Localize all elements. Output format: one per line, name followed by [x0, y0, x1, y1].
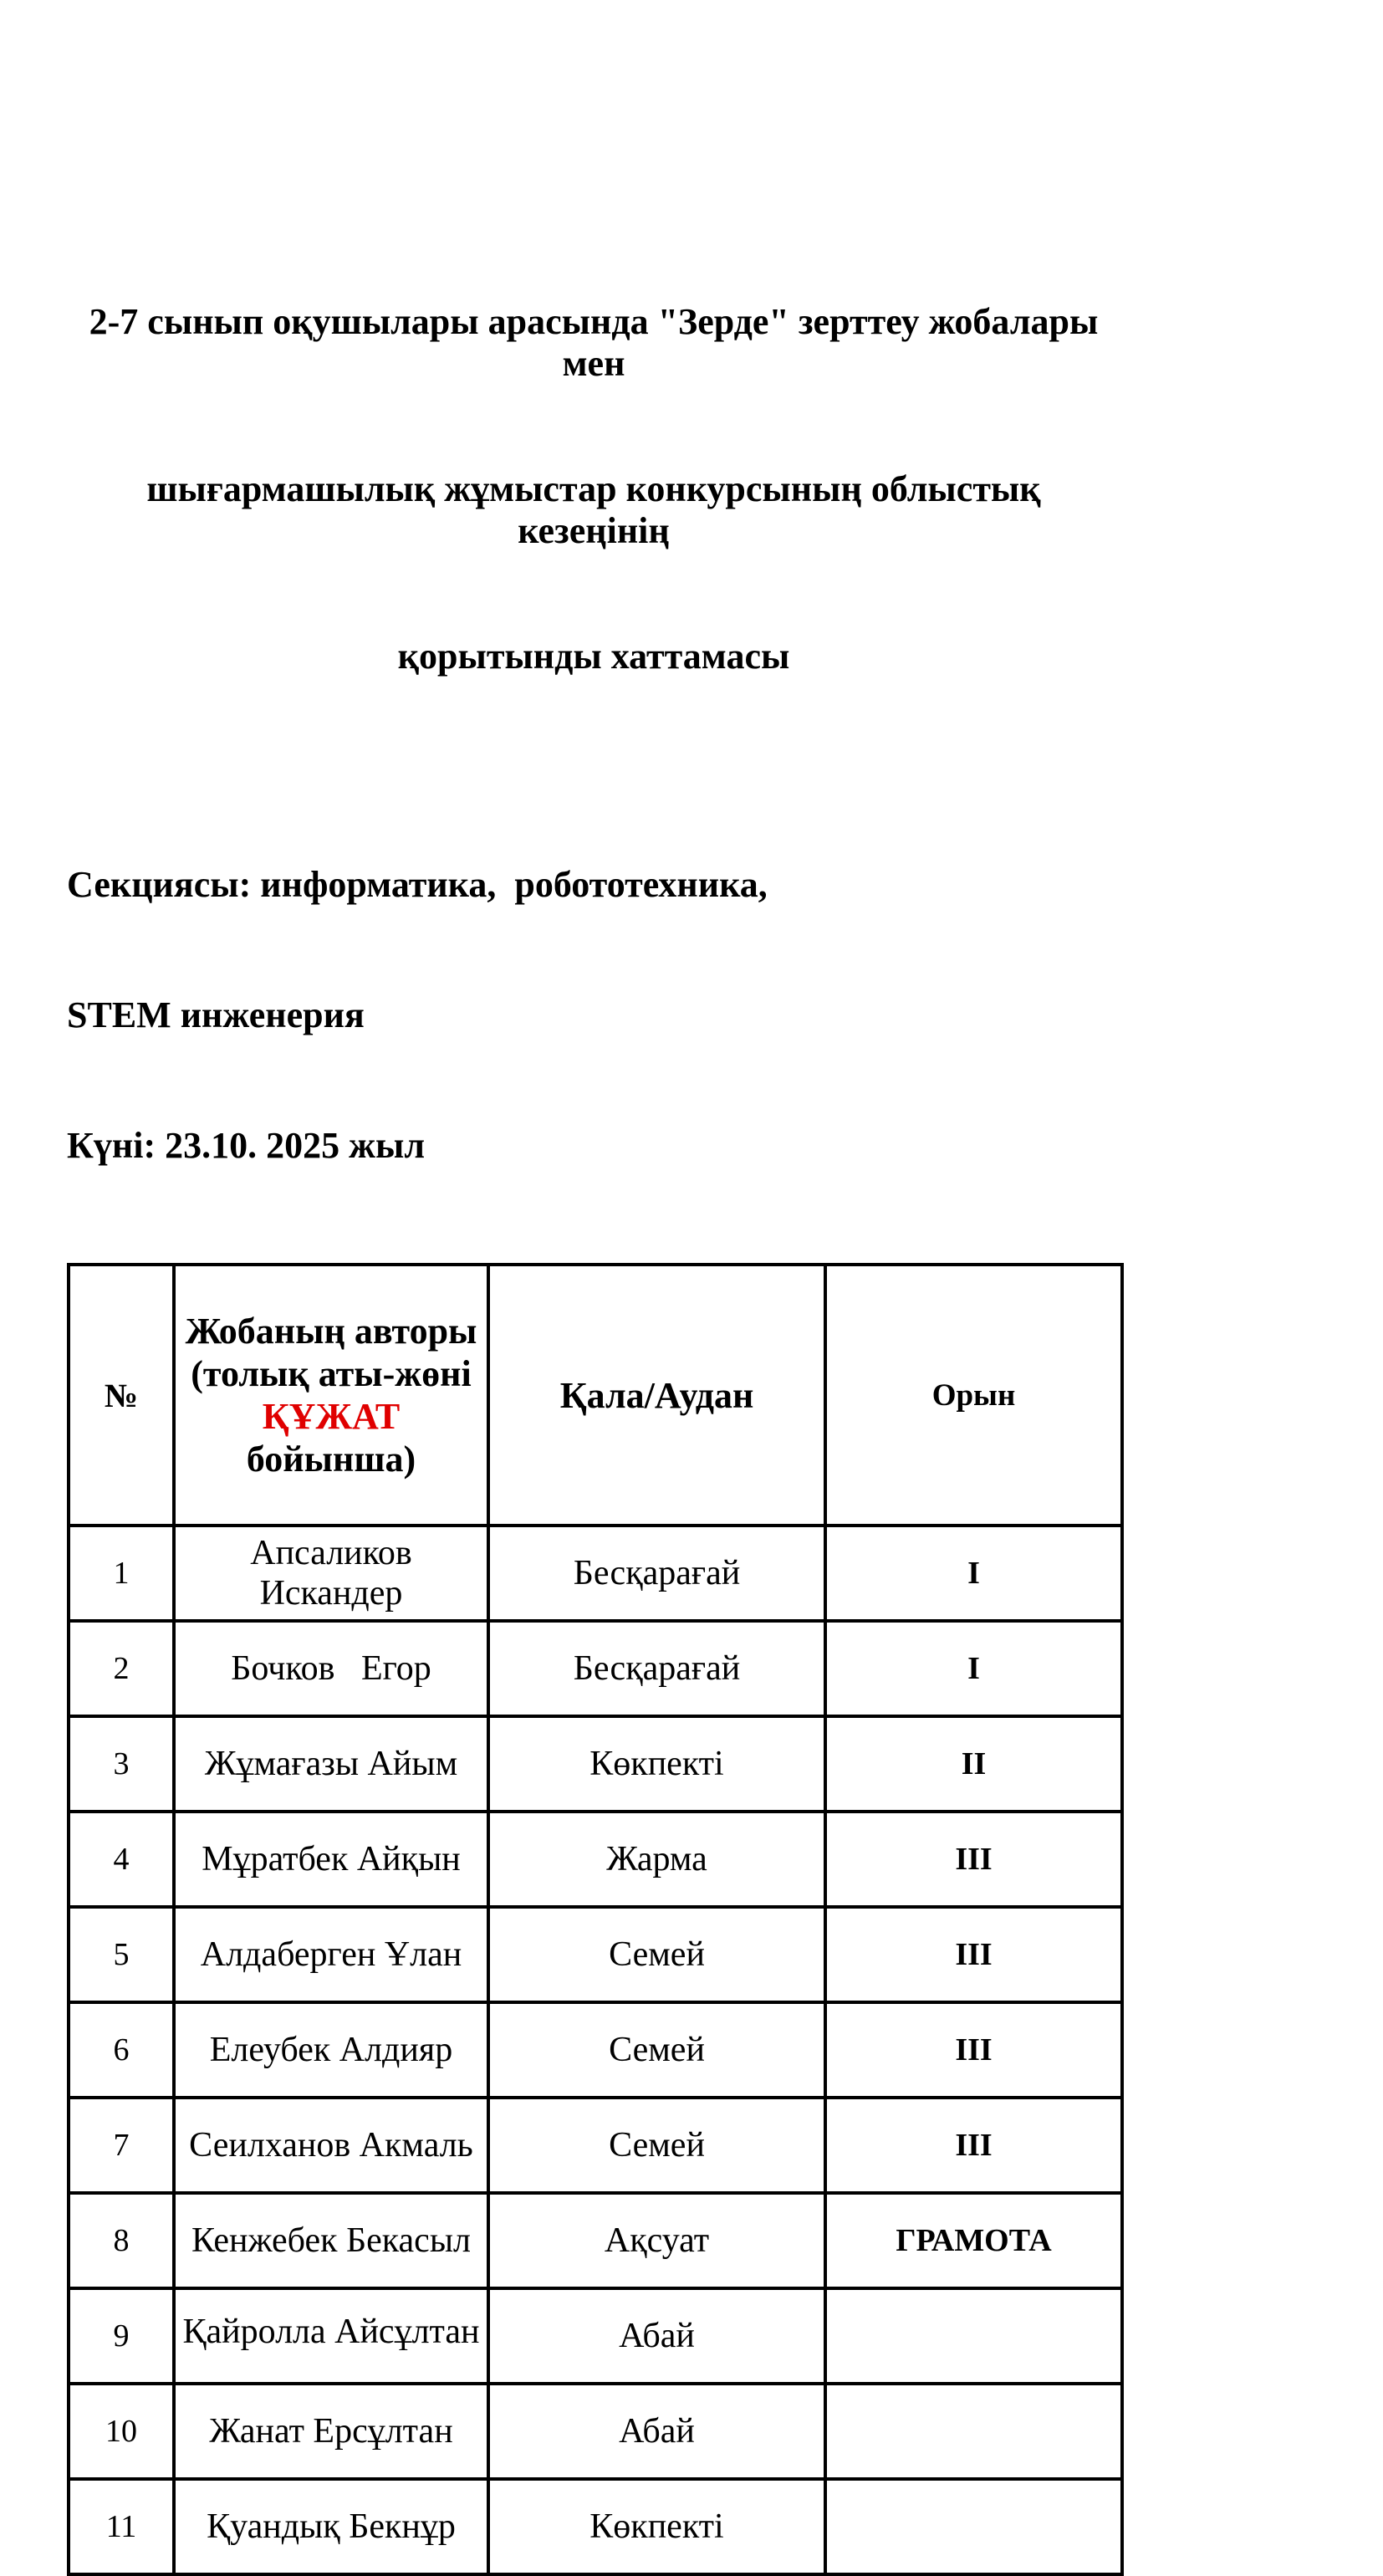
header-row — [69, 1265, 1122, 1526]
date-line: Күні: 23.10. 2025 жыл — [67, 1125, 426, 1166]
author-header-red-word: ҚҰЖАТ — [262, 1396, 401, 1437]
document-title — [67, 217, 1120, 761]
city-cell: Бесқарағай — [488, 1526, 825, 1621]
author-header-line-3-rest: бойынша) — [246, 1439, 416, 1480]
author-name-cell: Алдаберген Ұлан — [174, 1907, 488, 2002]
place-cell: ГРАМОТА — [825, 2193, 1122, 2288]
city-cell: Көкпекті — [488, 1716, 825, 1812]
table-row — [69, 2384, 1122, 2479]
place-cell: III — [825, 2002, 1122, 2098]
table-row — [69, 1907, 1122, 2002]
city-cell: Бесқарағай — [488, 1621, 825, 1716]
meta-block — [67, 776, 1120, 1255]
table-row — [69, 1812, 1122, 1907]
place-cell — [825, 2384, 1122, 2479]
row-number-cell: 9 — [69, 2288, 174, 2384]
row-number-cell: 8 — [69, 2193, 174, 2288]
author-name-cell: Мұратбек Айқын — [174, 1812, 488, 1907]
place-cell — [825, 2288, 1122, 2384]
title-line-3: қорытынды хаттамасы — [397, 636, 790, 677]
row-number-cell: 2 — [69, 1621, 174, 1716]
column-header-number: № — [69, 1265, 174, 1526]
author-name-cell: Сеилханов Акмаль — [174, 2098, 488, 2193]
results-body — [69, 1526, 1122, 2574]
author-header-line-3 — [176, 1395, 487, 1480]
place-cell: III — [825, 1907, 1122, 2002]
place-cell: I — [825, 1621, 1122, 1716]
table-row — [69, 1621, 1122, 1716]
author-name-cell: Қайролла Айсұлтан — [174, 2288, 488, 2384]
author-name-cell: Бочков Егор — [174, 1621, 488, 1716]
author-name-cell: Жұмағазы Айым — [174, 1716, 488, 1812]
table-row — [69, 1526, 1122, 1621]
row-number-cell: 3 — [69, 1716, 174, 1812]
table-row — [69, 2193, 1122, 2288]
document-content — [67, 0, 1120, 2576]
author-name-cell: Жанат Ерсұлтан — [174, 2384, 488, 2479]
row-number-cell: 7 — [69, 2098, 174, 2193]
author-name-cell: Кенжебек Бекасыл — [174, 2193, 488, 2288]
author-name-cell: Апсаликов Искандер — [174, 1526, 488, 1621]
row-number-cell: 5 — [69, 1907, 174, 2002]
city-cell: Жарма — [488, 1812, 825, 1907]
column-header-place: Орын — [825, 1265, 1122, 1526]
section-line-1: Секциясы: информатика, робототехника, — [67, 864, 768, 905]
table-row — [69, 1716, 1122, 1812]
section-line-2: STEM инженерия — [67, 994, 365, 1035]
row-number-cell: 11 — [69, 2479, 174, 2574]
place-cell: III — [825, 1812, 1122, 1907]
author-header-line-1: Жобаның авторы — [185, 1311, 477, 1352]
city-cell: Семей — [488, 2002, 825, 2098]
city-cell: Семей — [488, 1907, 825, 2002]
title-line-1: 2-7 сынып оқушылары арасында "Зерде" зерттеу жобалары мен — [89, 301, 1108, 384]
results-table — [67, 1263, 1124, 2576]
table-row — [69, 2479, 1122, 2574]
author-name-cell: Қуандық Бекнұр — [174, 2479, 488, 2574]
title-line-2: шығармашылық жұмыстар конкурсының облыстық кезеңінің — [146, 468, 1050, 551]
city-cell: Семей — [488, 2098, 825, 2193]
place-cell: II — [825, 1716, 1122, 1812]
table-row — [69, 2288, 1122, 2384]
row-number-cell: 6 — [69, 2002, 174, 2098]
column-header-city: Қала/Аудан — [488, 1265, 825, 1526]
table-row — [69, 2002, 1122, 2098]
author-name-cell: Елеубек Алдияр — [174, 2002, 488, 2098]
column-header-author — [174, 1265, 488, 1526]
row-number-cell: 4 — [69, 1812, 174, 1907]
place-cell — [825, 2479, 1122, 2574]
city-cell: Ақсуат — [488, 2193, 825, 2288]
city-cell: Абай — [488, 2384, 825, 2479]
city-cell: Абай — [488, 2288, 825, 2384]
place-cell: III — [825, 2098, 1122, 2193]
row-number-cell: 1 — [69, 1526, 174, 1621]
row-number-cell: 10 — [69, 2384, 174, 2479]
city-cell: Көкпекті — [488, 2479, 825, 2574]
table-row — [69, 2098, 1122, 2193]
author-header-line-2: (толық аты-жөні — [191, 1353, 472, 1394]
place-cell: I — [825, 1526, 1122, 1621]
